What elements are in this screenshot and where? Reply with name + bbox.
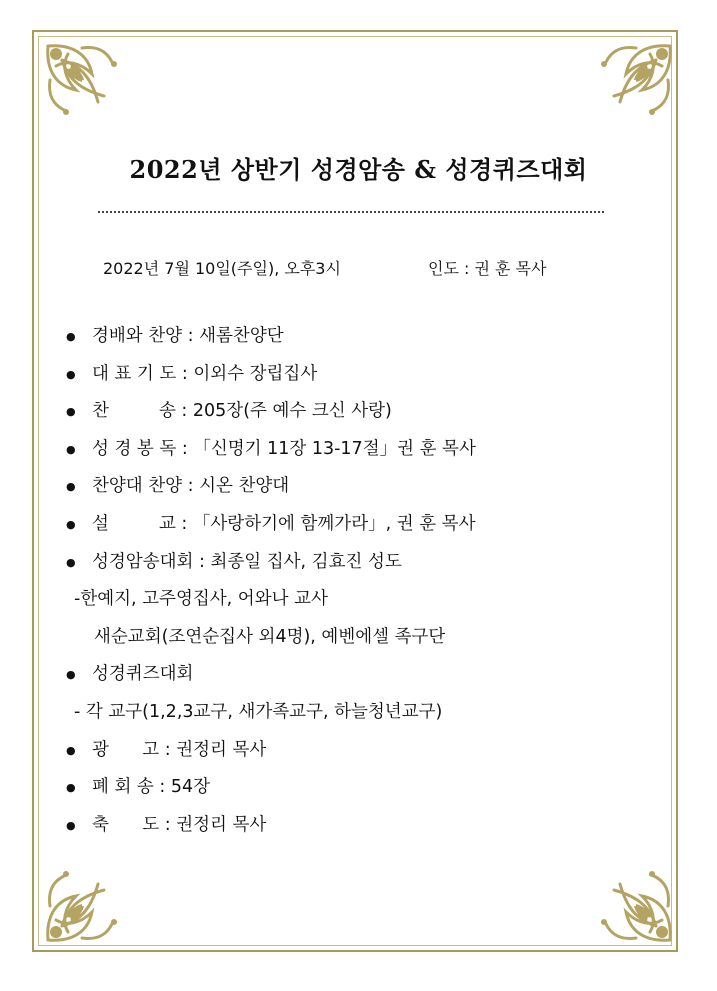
event-officiant: 인도 : 권 훈 목사: [428, 259, 547, 278]
document-title: 2022년 상반기 성경암송 & 성경퀴즈대회: [129, 155, 588, 184]
program-item: ● 찬 송 : 205장(주 예수 크신 사랑): [64, 397, 644, 435]
title-divider: [98, 211, 604, 213]
program-item: ● 경배와 찬양 : 새롬찬양단: [64, 322, 644, 360]
program-item: ● 폐 회 송 : 54장: [64, 773, 644, 811]
ornamental-corner-top-left-icon: [42, 40, 134, 132]
program-item: ● 성 경 봉 독 : 「신명기 11장 13-17절」권 훈 목사: [64, 435, 644, 473]
ornamental-corner-top-right-icon: [584, 40, 676, 132]
program-item: ● 대 표 기 도 : 이외수 장립집사: [64, 360, 644, 398]
program-item: ● 찬양대 찬양 : 시온 찬양대: [64, 472, 644, 510]
ornamental-corner-bottom-right-icon: [584, 854, 676, 946]
program-item: ● 성경퀴즈대회: [64, 660, 644, 698]
program-subitem: -한예지, 고주영집사, 어와나 교사: [74, 589, 328, 610]
program-subitem: 새순교회(조연순집사 외4명), 예벤에셀 족구단: [94, 626, 446, 647]
program-item: ● 광 고 : 권정리 목사: [64, 736, 644, 774]
ornamental-corner-bottom-left-icon: [42, 854, 134, 946]
program-subitem: - 각 교구(1,2,3교구, 새가족교구, 하늘청년교구): [74, 701, 443, 722]
program-list: [64, 322, 644, 848]
program-item: ● 설 교 : 「사랑하기에 함께가라」, 권 훈 목사: [64, 510, 644, 548]
program-item: ● 성경암송대회 : 최종일 집사, 김효진 성도: [64, 548, 644, 586]
event-date-time: 2022년 7월 10일(주일), 오후3시: [103, 259, 341, 278]
program-item: ● 축 도 : 권정리 목사: [64, 811, 644, 849]
